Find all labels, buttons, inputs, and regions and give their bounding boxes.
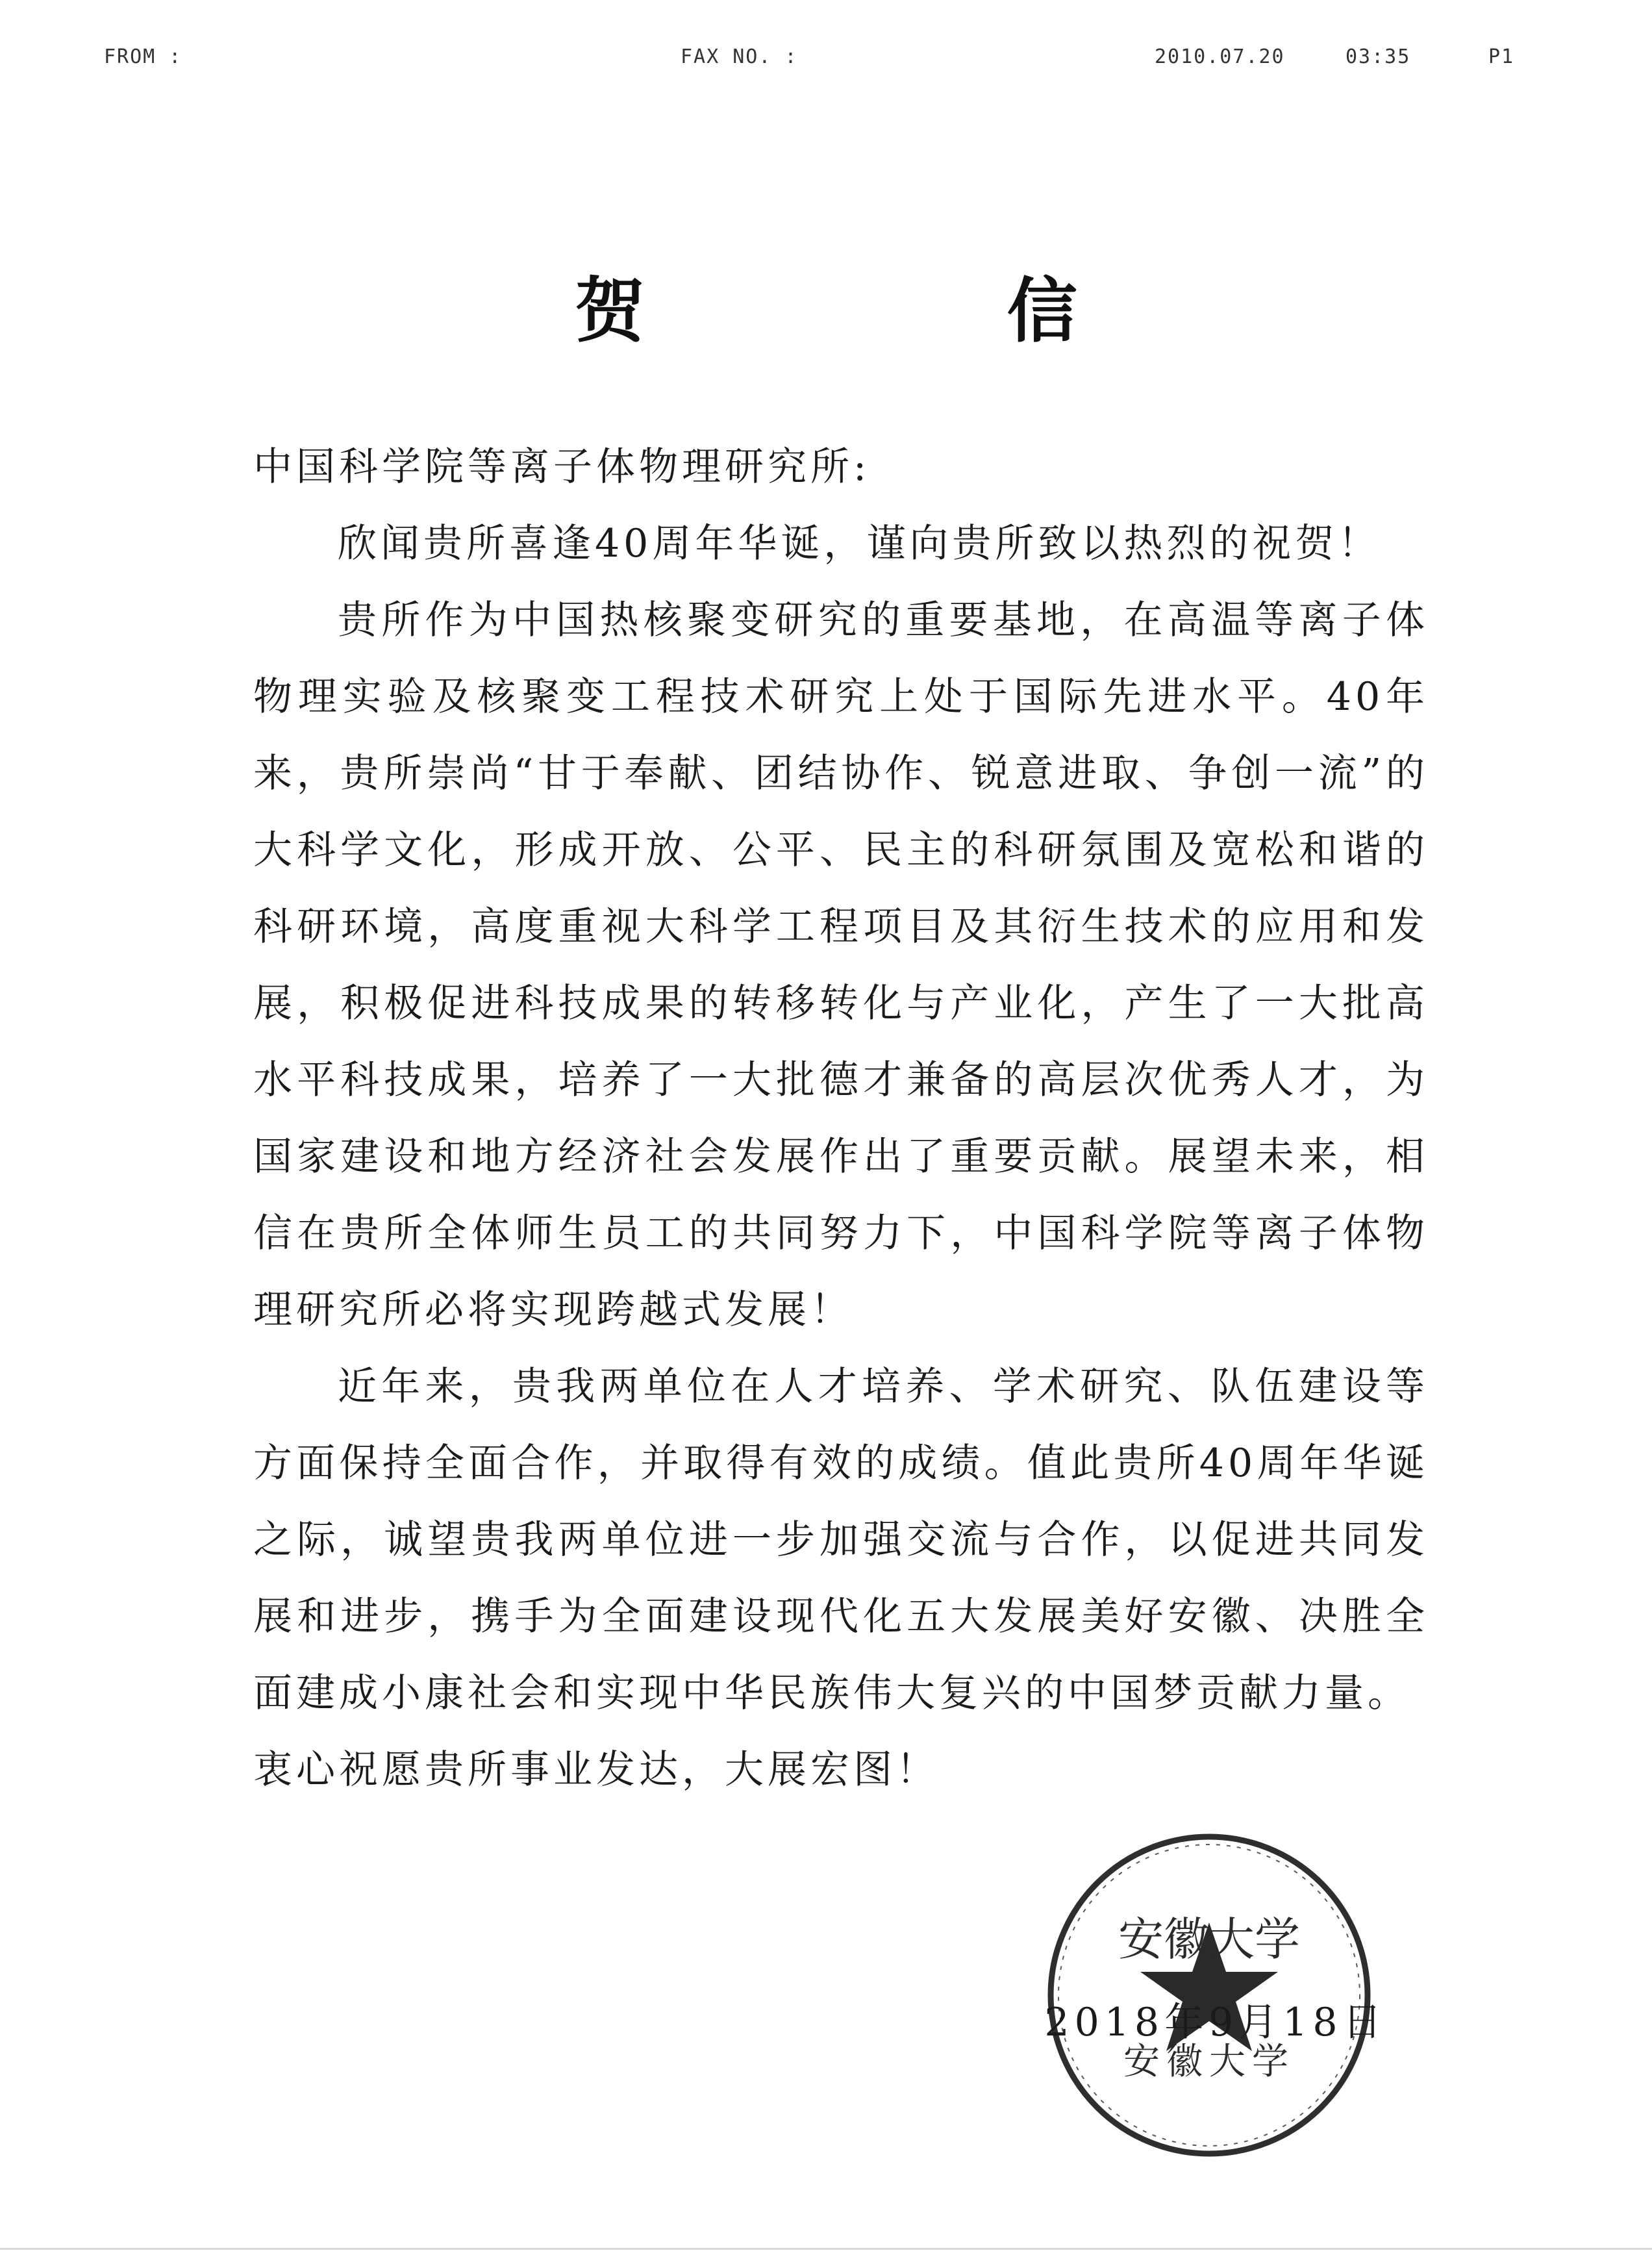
seal-text: 安徽大学 bbox=[1118, 1913, 1300, 1966]
fax-page-number: P1 bbox=[1488, 45, 1515, 68]
fax-number-label: FAX NO. : bbox=[681, 45, 798, 68]
letter-body bbox=[253, 429, 1429, 1808]
fax-from-label: FROM : bbox=[104, 45, 182, 68]
letter-title: 贺 信 bbox=[575, 271, 1246, 352]
salutation: 中国科学院等离子体物理研究所: bbox=[253, 444, 871, 490]
paragraph-cooperation: 近年来，贵我两单位在人才培养、学术研究、队伍建设等方面保持全面合作，并取得有效的成绩。值此贵所40周年华诞之际，诚望贵我两单位进一步加强交流与合作，以促进共同发展和进步，携手为全面建设现代化五大发展美好安徽、决胜全面建成小康社会和实现中华民族伟大复兴的中国梦贡献力量。 bbox=[253, 1364, 1429, 1716]
fax-time: 03:35 bbox=[1345, 45, 1411, 68]
signature-unit: 安徽大学 bbox=[1123, 2041, 1295, 2083]
paragraph-achievements: 贵所作为中国热核聚变研究的重要基地，在高温等离子体物理实验及核聚变工程技术研究上处于国际先进水平。40年来，贵所崇尚“甘于奉献、团结协作、锐意进取、争创一流”的大科学文化，形成开放、公平、民主的科研氛围及宽松和谐的科研环境，高度重视大科学工程项目及其衍生技术的应用和发展，积极促进科技成果的转移转化与产业化，产生了一大批高水平科技成果，培养了一大批德才兼备的高层次优秀人才，为国家建设和地方经济社会发展作出了重要贡献。展望未来，相信在贵所全体师生员工的共同努力下，中国科学院等离子体物理研究所必将实现跨越式发展！ bbox=[253, 598, 1429, 1333]
closing-wish: 衷心祝愿贵所事业发达，大展宏图！ bbox=[253, 1747, 939, 1793]
paragraph-congratulation: 欣闻贵所喜逢40周年华诞，谨向贵所致以热烈的祝贺！ bbox=[338, 521, 1381, 566]
fax-header bbox=[0, 45, 1652, 84]
scan-edge-line bbox=[0, 2248, 1652, 2250]
letter-date: 2018年9月18日 bbox=[1044, 2000, 1387, 2045]
fax-date: 2010.07.20 bbox=[1155, 45, 1285, 68]
